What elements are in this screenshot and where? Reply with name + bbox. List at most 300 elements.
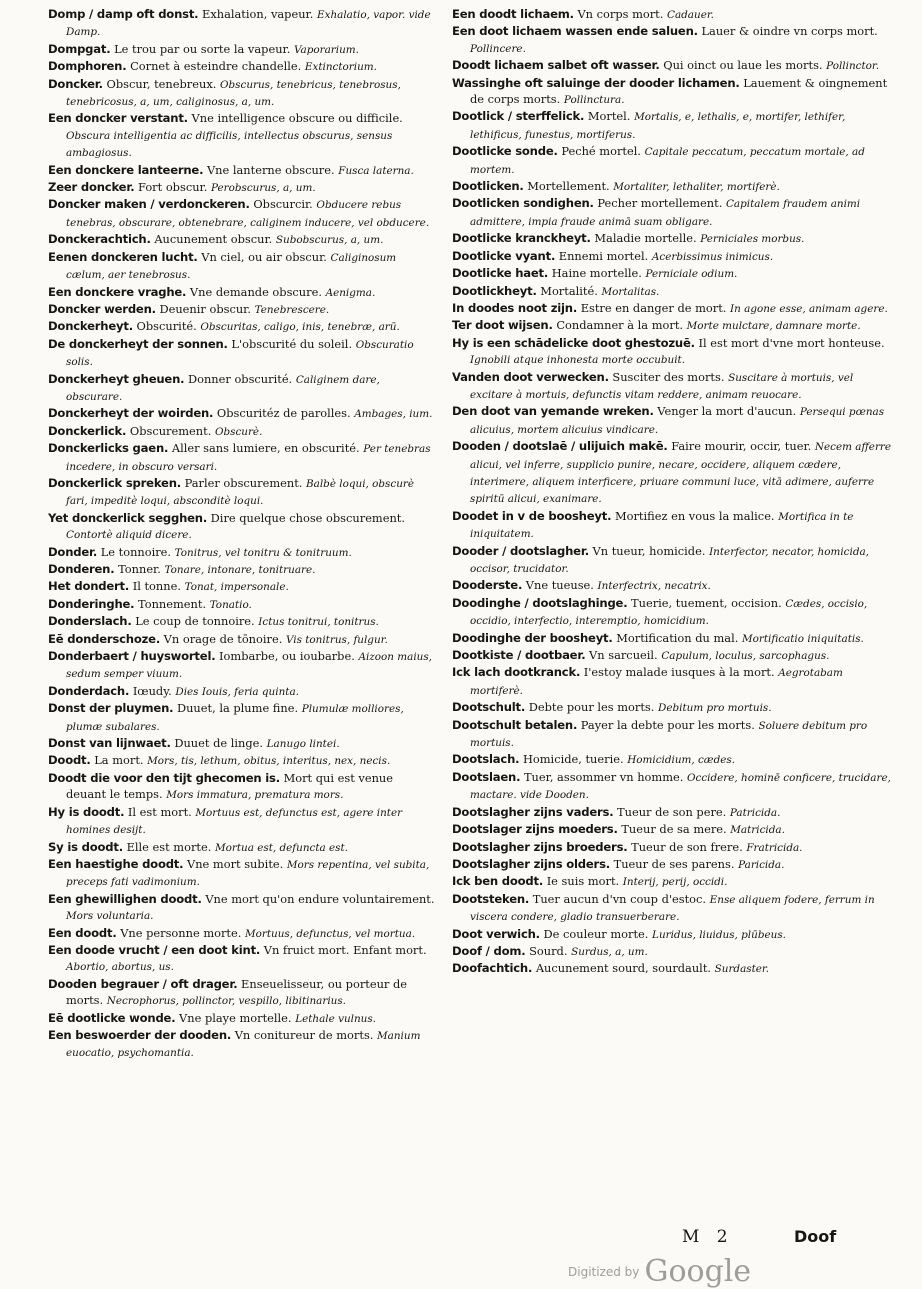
entry-headword: Dootlicke haet. <box>452 266 549 281</box>
entry-french: Le coup de tonnoire. <box>135 614 255 629</box>
dictionary-entry <box>48 405 436 422</box>
entry-headword: Donckerheyt. <box>48 319 133 334</box>
dictionary-entry <box>48 596 436 613</box>
dictionary-entry <box>48 58 436 75</box>
entry-latin: Balbè loqui, obscurè fari, impeditè loqui, absconditè loqui. <box>66 477 415 508</box>
entry-headword: Een ghewillighen doodt. <box>48 891 202 906</box>
entry-french: Haine mortelle. <box>551 266 642 281</box>
entry-french: Mort qui est venue deuant le temps. <box>66 770 393 802</box>
entry-latin: Pollincere. <box>470 42 526 55</box>
entry-headword: Een haestighe doodt. <box>48 856 184 871</box>
entry-latin: Tonitrus, vel tonitru & tonitruum. <box>174 546 352 559</box>
entry-headword: Eē donderschoze. <box>48 631 161 646</box>
entry-latin: Surdus, a, um. <box>571 945 648 958</box>
entry-headword: Donderdach. <box>48 683 130 698</box>
entry-french: Vn corps mort. <box>577 7 664 21</box>
entry-latin: Necem afferre alicui, vel inferre, supplicio punire, necare, occidere, aliquem cædere, interimere, aliquem interficere, priuare communi luce, vitā adimere, auferre spiritū alicui, exanimare. <box>470 441 892 506</box>
entry-french: Vne mort subite. <box>186 856 284 871</box>
entry-headword: Ter doot wijsen. <box>452 318 553 333</box>
dictionary-entry <box>48 891 436 925</box>
entry-french: Tueur de son pere. <box>617 804 727 819</box>
entry-latin: Mors voluntaria. <box>66 910 154 923</box>
dictionary-entry <box>452 926 892 943</box>
entry-headword: Dootlicke sonde. <box>452 144 558 159</box>
dictionary-entry <box>452 248 892 265</box>
entry-headword: Doncker. <box>48 76 103 91</box>
entry-french: Vn orage de tōnoire. <box>163 631 283 646</box>
entry-headword: Doodt die voor den tijt ghecomen is. <box>48 770 280 785</box>
dictionary-entry <box>48 423 436 440</box>
entry-headword: Dootlick / sterffelick. <box>452 109 585 124</box>
dictionary-entry <box>452 178 892 195</box>
entry-latin: Cadauer. <box>667 9 714 21</box>
entry-french: Obscurcir. <box>253 197 313 212</box>
entry-french: Debte pour les morts. <box>528 700 655 715</box>
dictionary-entry <box>452 195 892 230</box>
dictionary-entry <box>48 804 436 839</box>
entry-latin: Fratricida. <box>746 841 803 854</box>
dictionary-entry <box>452 856 892 873</box>
dictionary-entry <box>48 1027 436 1062</box>
entry-headword: Yet donckerlick segghen. <box>48 510 208 525</box>
dictionary-entry <box>48 976 436 1010</box>
entry-headword: Een doot lichaem wassen ende saluen. <box>452 24 698 39</box>
entry-latin: Ense aliquem fodere, ferrum in viscera condere, gladio transuerberare. <box>470 893 875 924</box>
entry-latin: Ambages, ium. <box>354 408 433 421</box>
entry-headword: Dootschult betalen. <box>452 717 578 732</box>
entry-french: I'estoy malade iusques à la mort. <box>583 665 775 680</box>
entry-french: Iœudy. <box>132 683 172 698</box>
dictionary-entry <box>48 735 436 752</box>
entry-headword: Dootslach. <box>452 752 520 767</box>
dictionary-entry <box>452 283 892 300</box>
entry-latin: Abortio, abortus, us. <box>66 961 174 974</box>
dictionary-entry <box>48 631 436 648</box>
entry-french: La mort. <box>94 753 144 768</box>
dictionary-entry <box>452 577 892 594</box>
entry-latin: Paricida. <box>738 858 785 871</box>
entry-french: Mortifiez en vous la malice. <box>614 508 775 523</box>
entry-latin: Acerbissimus inimicus. <box>651 250 774 263</box>
entry-latin: Soluere debitum pro mortuis. <box>470 719 868 750</box>
entry-french: Vne playe mortelle. <box>179 1010 292 1025</box>
entry-headword: Dootslaen. <box>452 769 521 784</box>
dictionary-entry <box>452 960 892 977</box>
dictionary-entry <box>48 284 436 301</box>
entry-french: Estre en danger de mort. <box>580 300 727 315</box>
entry-headword: Dootslagher zijns olders. <box>452 856 610 871</box>
entry-latin: Interfector, necator, homicida, occisor, trucidator. <box>470 545 869 575</box>
dictionary-entry <box>48 76 436 111</box>
dictionary-entry <box>48 613 436 630</box>
entry-headword: Doodt. <box>48 753 91 768</box>
entry-latin: Mortuus, defunctus, vel mortua. <box>245 927 416 940</box>
entry-latin: Ignobili atque inhonesta morte occubuit. <box>470 354 686 367</box>
entry-headword: Dootslagher zijns vaders. <box>452 804 614 819</box>
entry-headword: Donckerheyt der woirden. <box>48 406 214 421</box>
entry-french: Lauer & oindre vn corps mort. <box>701 24 878 39</box>
dictionary-entry <box>452 630 892 647</box>
entry-headword: Donderinghe. <box>48 596 135 611</box>
watermark-prefix: Digitized by <box>568 1265 640 1279</box>
entry-latin: In agone esse, animam agere. <box>730 302 888 315</box>
dictionary-entry <box>452 543 892 578</box>
entry-headword: Doodinghe / dootslaghinge. <box>452 595 628 610</box>
entry-latin: Mortalis, e, lethalis, e, mortifer, lethifer, lethificus, funestus, mortiferus. <box>470 111 846 141</box>
entry-french: Deuenir obscur. <box>159 301 251 316</box>
dictionary-entry <box>452 891 892 926</box>
dictionary-entry <box>48 336 436 371</box>
entry-french: Vn sarcueil. <box>589 648 658 663</box>
dictionary-entry <box>48 942 436 976</box>
dictionary-entry <box>452 508 892 543</box>
google-logo: Google <box>644 1254 752 1289</box>
entry-french: Vne lanterne obscure. <box>206 162 335 177</box>
entry-latin: Vaporarium. <box>293 43 359 56</box>
entry-french: De couleur morte. <box>543 926 649 941</box>
dictionary-entry <box>452 6 892 23</box>
entry-french: Tueur de sa mere. <box>621 822 727 837</box>
entry-headword: Donst der pluymen. <box>48 701 174 716</box>
entry-headword: Doncker maken / verdonckeren. <box>48 197 250 212</box>
entry-latin: Exhalatio, vapor. vide Damp. <box>66 9 431 39</box>
entry-latin: Ictus tonitrui, tonitrus. <box>258 616 379 629</box>
entry-french: Elle est morte. <box>126 839 212 854</box>
dictionary-entry <box>452 821 892 838</box>
entry-french: Donner obscurité. <box>187 371 293 386</box>
entry-headword: Een doncker verstant. <box>48 111 188 126</box>
entry-latin: Perobscurus, a, um. <box>210 182 316 195</box>
entry-headword: In doodes noot zijn. <box>452 300 578 315</box>
entry-headword: Dooden / dootslaē / ulijuich makē. <box>452 439 668 454</box>
dictionary-entry <box>48 110 436 161</box>
entry-french: Homicide, tuerie. <box>522 752 624 767</box>
entry-headword: Een doodt lichaem. <box>452 7 574 21</box>
entry-french: Obscuritéz de parolles. <box>216 406 351 421</box>
dictionary-entry <box>452 717 892 752</box>
entry-headword: Wassinghe oft saluinge der dooder lichamen. <box>452 75 740 90</box>
entry-headword: Doncker werden. <box>48 301 156 316</box>
dictionary-entry <box>452 108 892 143</box>
entry-latin: Obducere rebus tenebras, obscurare, obtenebrare, caliginem inducere, vel obducere. <box>66 199 430 229</box>
entry-latin: Dies Iouis, feria quinta. <box>175 685 299 698</box>
entry-headword: Doodt lichaem salbet oft wasser. <box>452 58 660 73</box>
entry-latin: Obscuratio solis. <box>66 338 414 369</box>
entry-headword: Dootschult. <box>452 700 526 715</box>
entry-headword: Dootslager zijns moeders. <box>452 822 618 837</box>
entry-latin: Persequi pœnas alicuius, mortem alicuius vindicare. <box>470 406 885 436</box>
entry-latin: Tonare, intonare, tonitruare. <box>164 564 316 576</box>
entry-headword: Donckerlick. <box>48 423 127 438</box>
dictionary-entry <box>452 751 892 768</box>
entry-french: Parler obscurement. <box>184 475 303 490</box>
entry-latin: Tonatio. <box>209 598 252 611</box>
entry-headword: Donckerlicks gaen. <box>48 441 169 456</box>
dictionary-entry <box>48 249 436 284</box>
entry-headword: Domphoren. <box>48 59 127 74</box>
entry-latin: Capulum, loculus, sarcophagus. <box>661 650 830 663</box>
dictionary-entry <box>452 804 892 821</box>
dictionary-entry <box>48 6 436 41</box>
entry-latin: Tonat, impersonale. <box>184 581 289 594</box>
dictionary-entry <box>452 873 892 890</box>
dictionary-entry <box>452 369 892 404</box>
entry-french: Aucunement sourd, sourdault. <box>535 961 712 976</box>
dictionary-entry <box>48 196 436 231</box>
entry-french: Condamner à la mort. <box>556 318 684 333</box>
dictionary-entry <box>452 143 892 178</box>
entry-latin: Mortifica in te iniquitatem. <box>470 510 854 541</box>
left-column <box>48 6 436 1062</box>
entry-french: Sourd. <box>529 943 568 958</box>
entry-headword: Zeer doncker. <box>48 180 135 195</box>
dictionary-entry <box>452 699 892 716</box>
entry-french: Vn ciel, ou air obscur. <box>201 249 327 264</box>
entry-french: Tuerie, tuement, occision. <box>631 595 782 610</box>
right-column <box>452 6 892 978</box>
entry-french: Vne personne morte. <box>120 925 242 940</box>
entry-french: Vne mort qu'on endure voluntairement. <box>205 891 435 906</box>
entry-french: Exhalation, vapeur. <box>202 7 314 21</box>
entry-french: Maladie mortelle. <box>594 231 697 246</box>
dictionary-entry <box>452 335 892 369</box>
dictionary-entry <box>452 300 892 317</box>
dictionary-entry <box>48 925 436 942</box>
dictionary-entry <box>48 752 436 769</box>
dictionary-entry <box>452 403 892 438</box>
dictionary-entry <box>452 595 892 630</box>
entry-latin: Necrophorus, pollinctor, vespillo, libitinarius. <box>106 995 346 1008</box>
dictionary-entry <box>452 647 892 664</box>
entry-french: Payer la debte pour les morts. <box>580 717 755 732</box>
entry-headword: Een donckere vraghe. <box>48 284 187 299</box>
entry-headword: Eenen donckeren lucht. <box>48 249 198 264</box>
entry-french: Mortel. <box>587 109 631 124</box>
entry-latin: Lethale vulnus. <box>295 1012 376 1025</box>
entry-latin: Surdaster. <box>714 963 770 976</box>
entry-french: Iombarbe, ou ioubarbe. <box>219 649 355 664</box>
dictionary-entry <box>48 179 436 196</box>
entry-headword: Dooderste. <box>452 578 523 593</box>
dictionary-entry <box>48 770 436 804</box>
entry-headword: Doot verwich. <box>452 926 540 941</box>
entry-latin: Per tenebras incedere, in obscuro versari. <box>66 443 431 473</box>
entry-latin: Subobscurus, a, um. <box>275 234 384 247</box>
entry-latin: Mors, tis, lethum, obitus, interitus, nex, necis. <box>147 755 391 768</box>
entry-french: Tonnement. <box>138 596 207 611</box>
entry-french: Le trou par ou sorte la vapeur. <box>114 41 291 56</box>
entry-latin: Aenigma. <box>325 286 376 299</box>
dictionary-entry <box>48 510 436 544</box>
entry-latin: Manium euocatio, psychomantia. <box>66 1029 421 1060</box>
entry-headword: Hy is een schādelicke doot ghestozuē. <box>452 335 695 350</box>
entry-headword: Vanden doot verwecken. <box>452 369 609 384</box>
entry-latin: Aegrotabam mortiferè. <box>470 667 843 697</box>
dictionary-entry <box>452 839 892 856</box>
entry-latin: Mortificatio iniquitatis. <box>741 632 864 645</box>
digitized-watermark <box>568 1254 751 1289</box>
dictionary-entry <box>48 561 436 578</box>
entry-latin: Mortua est, defuncta est. <box>214 841 348 854</box>
entry-headword: Donderbaert / huyswortel. <box>48 649 216 664</box>
dictionary-entry <box>452 23 892 57</box>
entry-french: Le tonnoire. <box>100 544 172 559</box>
entry-headword: Ick ben doodt. <box>452 874 544 889</box>
entry-latin: Caliginosum cælum, aer tenebrosus. <box>66 251 397 282</box>
entry-latin: Patricida. <box>729 806 781 819</box>
entry-latin: Mors repentina, vel subita, preceps fati vadimonium. <box>66 858 430 889</box>
entry-french: Vne tueuse. <box>525 578 594 593</box>
entry-french: Obscurement. <box>129 423 212 438</box>
dictionary-entry <box>48 839 436 856</box>
dictionary-entry <box>48 162 436 179</box>
dictionary-entry <box>48 1010 436 1027</box>
entry-french: Aucunement obscur. <box>154 232 273 247</box>
entry-french: Duuet, la plume fine. <box>176 701 299 716</box>
dictionary-entry <box>48 371 436 406</box>
entry-latin: Pollinctura. <box>563 94 625 107</box>
entry-headword: Dootlickheyt. <box>452 283 537 298</box>
entry-latin: Vis tonitrus, fulgur. <box>285 633 388 646</box>
entry-headword: Doofachtich. <box>452 961 533 976</box>
dictionary-entry <box>48 440 436 475</box>
entry-headword: Dootkiste / dootbaer. <box>452 648 586 663</box>
entry-french: Mortification du mal. <box>616 630 739 645</box>
entry-french: Il tonne. <box>132 579 181 594</box>
entry-headword: Donckerachtich. <box>48 232 151 247</box>
catchword: Doof <box>794 1227 837 1246</box>
entry-latin: Obscura intelligentia ac difficilis, intellectus obscurus, sensus ambagiosus. <box>66 129 393 160</box>
entry-headword: Ick lach dootkranck. <box>452 665 581 680</box>
entry-french: Tuer aucun d'vn coup d'estoc. <box>532 891 707 906</box>
entry-latin: Capitalem fraudem animi admittere, impia fraude animā suam obligare. <box>470 198 861 228</box>
dictionary-entry <box>452 769 892 804</box>
entry-french: Obscurité. <box>136 319 197 334</box>
dictionary-entry <box>48 475 436 510</box>
dictionary-entry <box>48 231 436 248</box>
entry-french: Ennemi mortel. <box>558 248 649 263</box>
page-footer <box>48 1227 894 1251</box>
entry-french: Fort obscur. <box>138 180 208 195</box>
entry-french: Obscur, tenebreux. <box>106 76 217 91</box>
dictionary-entry <box>452 438 892 508</box>
entry-french: Vn conitureur de morts. <box>234 1027 374 1042</box>
entry-latin: Occidere, hominē conficere, trucidare, mactare. vide Dooden. <box>470 771 891 802</box>
entry-headword: Doodinghe der boosheyt. <box>452 630 613 645</box>
entry-headword: Donderen. <box>48 562 115 576</box>
entry-latin: Suscitare à mortuis, vel excitare à mortuis, defunctis vitam reddere, animam reuocare. <box>470 371 854 401</box>
entry-french: L'obscurité du soleil. <box>231 336 353 351</box>
entry-latin: Perniciale odium. <box>645 268 738 281</box>
entry-french: Dire quelque chose obscurement. <box>210 510 406 525</box>
entry-latin: Pollinctor. <box>826 60 880 73</box>
dictionary-entry <box>452 664 892 699</box>
entry-french: Cornet à esteindre chandelle. <box>130 59 302 74</box>
entry-latin: Obscurè. <box>214 425 263 438</box>
entry-latin: Perniciales morbus. <box>700 233 805 246</box>
dictionary-entry <box>452 317 892 334</box>
entry-latin: Cædes, occisio, occidio, interfectio, interemptio, homicidium. <box>470 597 868 628</box>
entry-headword: Het dondert. <box>48 579 130 594</box>
dictionary-entry <box>452 943 892 960</box>
entry-french: Qui oinct ou laue les morts. <box>663 58 823 73</box>
entry-headword: Dootlicken sondighen. <box>452 196 594 211</box>
dictionary-entry <box>48 41 436 58</box>
entry-headword: Een beswoerder der dooden. <box>48 1027 232 1042</box>
entry-french: Tueur de son frere. <box>631 839 743 854</box>
entry-french: Aller sans lumiere, en obscurité. <box>171 441 360 456</box>
entry-latin: Fusca laterna. <box>338 164 414 177</box>
entry-headword: Een doode vrucht / een doot kint. <box>48 942 261 957</box>
entry-latin: Plumulæ molliores, plumæ subalares. <box>66 703 404 733</box>
entry-french: Il est mort. <box>127 804 192 819</box>
entry-headword: Dootlicke kranckheyt. <box>452 231 591 246</box>
entry-headword: Dootlicke vyant. <box>452 248 556 263</box>
entry-latin: Obscuritas, caligo, inis, tenebræ, arū. <box>200 321 400 334</box>
entry-french: Vn fruict mort. Enfant mort. <box>263 942 427 957</box>
entry-latin: Contortè aliquid dicere. <box>66 529 192 542</box>
dictionary-entry <box>452 230 892 247</box>
dictionary-entry <box>48 318 436 335</box>
entry-latin: Tenebrescere. <box>254 303 330 316</box>
entry-french: Vne demande obscure. <box>189 284 322 299</box>
entry-latin: Capitale peccatum, peccatum mortale, ad mortem. <box>470 146 865 176</box>
entry-headword: De donckerheyt der sonnen. <box>48 336 228 351</box>
dictionary-page <box>48 0 894 1247</box>
entry-headword: Dootsteken. <box>452 891 530 906</box>
dictionary-entry <box>452 57 892 74</box>
entry-french: Lauement & oingnement de corps morts. <box>470 75 888 107</box>
entry-latin: Aizoon maius, sedum semper viuum. <box>66 651 432 681</box>
entry-french: Il est mort d'vne mort honteuse. <box>698 335 885 350</box>
entry-french: Duuet de linge. <box>174 736 264 751</box>
entry-latin: Caliginem dare, obscurare. <box>66 373 380 403</box>
entry-french: Vn tueur, homicide. <box>592 543 706 558</box>
entry-latin: Interfectrix, necatrix. <box>597 580 711 593</box>
entry-latin: Extinctorium. <box>304 61 377 74</box>
entry-french: Peché mortel. <box>561 144 641 159</box>
entry-french: Mortalité. <box>540 283 598 298</box>
entry-latin: Luridus, liuidus, plūbeus. <box>652 928 786 941</box>
entry-french: Susciter des morts. <box>612 369 725 384</box>
entry-latin: Morte mulctare, damnare morte. <box>686 320 861 333</box>
entry-headword: Donder. <box>48 544 98 559</box>
entry-latin: Obscurus, tenebricus, tenebrosus, tenebricosus, a, um, caliginosus, a, um. <box>66 78 401 109</box>
entry-french: Tueur de ses parens. <box>613 856 735 871</box>
entry-latin: Mortuus est, defunctus est, agere inter homines desijt. <box>66 806 403 837</box>
entry-french: Faire mourir, occir, tuer. <box>671 439 812 454</box>
entry-headword: Dootlicken. <box>452 179 524 194</box>
entry-french: Pecher mortellement. <box>597 196 723 211</box>
entry-headword: Donst van lijnwaet. <box>48 736 171 751</box>
entry-latin: Mortaliter, lethaliter, mortiferè. <box>613 181 780 194</box>
signature-mark: M 2 <box>682 1227 734 1247</box>
entry-headword: Dootslagher zijns broeders. <box>452 839 628 854</box>
entry-french: Tonner. <box>118 562 161 576</box>
entry-latin: Lanugo lintei. <box>266 738 340 751</box>
entry-latin: Matricida. <box>730 824 785 837</box>
entry-headword: Dooden begrauer / oft drager. <box>48 976 238 991</box>
entry-headword: Een doodt. <box>48 925 117 940</box>
entry-headword: Domp / damp oft donst. <box>48 7 199 21</box>
entry-french: Ie suis mort. <box>546 874 620 889</box>
entry-headword: Doodet in v de boosheyt. <box>452 508 612 523</box>
entry-latin: Mors immatura, prematura mors. <box>166 789 344 802</box>
entry-french: Mortellement. <box>527 179 610 194</box>
entry-headword: Eē dootlicke wonde. <box>48 1010 176 1025</box>
entry-headword: Hy is doodt. <box>48 804 125 819</box>
dictionary-entry <box>48 648 436 683</box>
